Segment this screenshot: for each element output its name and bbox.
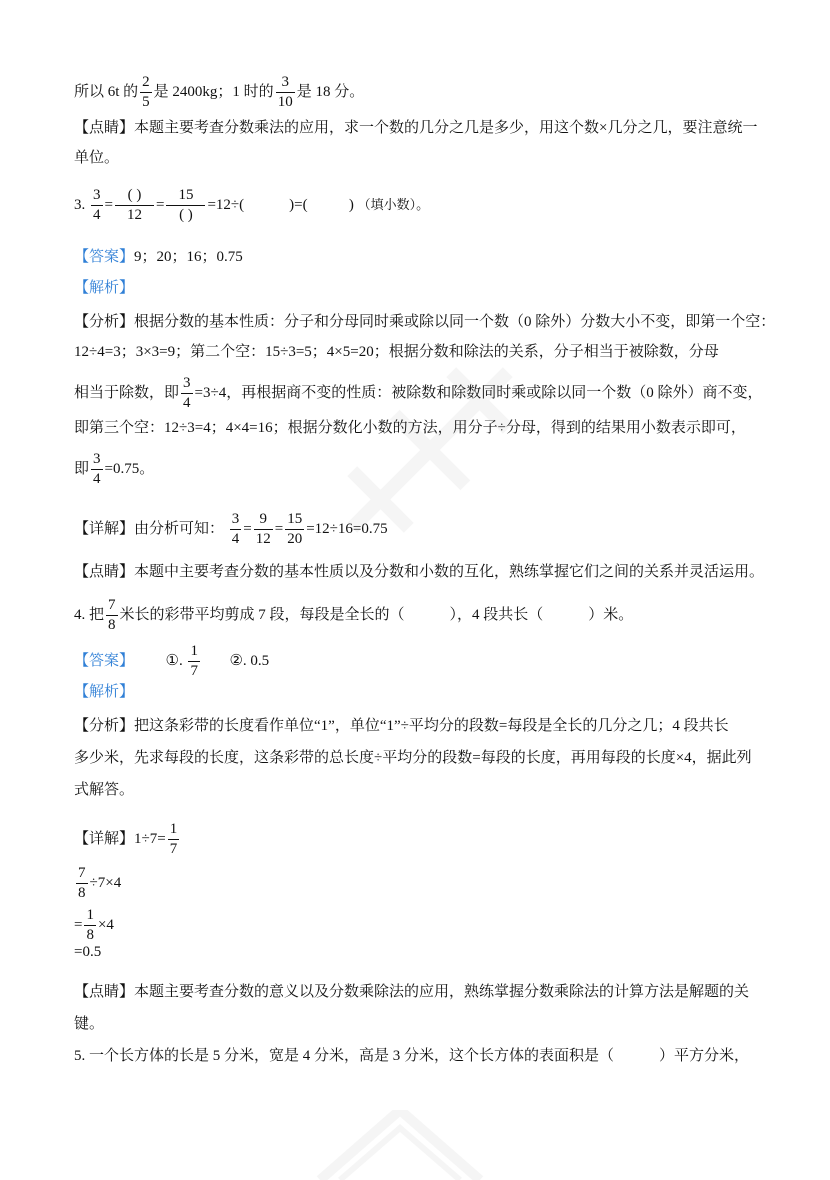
answer-text: 9；20；16；0.75 — [134, 249, 243, 265]
answer-line — [74, 644, 269, 679]
xiangjie-line-2 — [74, 866, 121, 901]
fenxi-tag: 【分析】 — [74, 314, 135, 330]
blank-expression: =12÷( )=( ) — [207, 196, 354, 213]
fenxi-line-5 — [74, 452, 154, 487]
text: 所以 6t 的 — [74, 83, 139, 100]
text: 根据分数的基本性质：分子和分母同时乘或除以同一个数（0 除外）分数大小不变，即第一个空： — [134, 314, 776, 330]
watermark-triangle-icon — [300, 1110, 500, 1180]
dianjing-line-2 — [74, 148, 119, 168]
dianjing-tag: 【点睛】 — [74, 984, 135, 1000]
fraction: $\frac{3}{10}$ — [277, 74, 293, 110]
dianjing-line — [74, 118, 757, 138]
question-3: 3. $\frac{3}{4}$ = $\frac{( )}{12}$ = $\frac{15}{( )}$ =12÷( )=( ) （填小数）。 — [74, 187, 430, 223]
text: 把这条彩带的长度看作单位“1”，单位“1”÷平均分的段数=每段是全长的几分之几；4 段共长 — [134, 718, 729, 734]
text: 由分析可知： — [134, 520, 225, 537]
text: 本题中主要考查分数的基本性质以及分数和小数的互化，熟练掌握它们之间的关系并灵活运用。 — [134, 564, 765, 580]
text: 是 18 分。 — [296, 83, 365, 100]
fraction: $\frac{7}{8}$ — [108, 597, 116, 633]
text: =0.5 — [74, 944, 102, 960]
question-5 — [74, 1046, 749, 1066]
text: 键。 — [74, 1016, 105, 1032]
text: 相当于除数，即 — [74, 384, 180, 401]
fraction: $\frac{1}{8}$ — [86, 907, 94, 943]
fraction: $\frac{3}{4}$ — [93, 187, 101, 223]
text: 是 2400kg；1 时的 — [153, 83, 274, 100]
fenxi-line-3 — [74, 780, 134, 800]
text: ÷7×4 — [89, 874, 122, 891]
fraction-blank: $\frac{15}{( )}$ — [166, 188, 205, 223]
answer-1-label: ①. — [165, 652, 183, 669]
fenxi-line-3 — [74, 376, 762, 411]
analysis-line — [74, 278, 134, 298]
xiangjie-line-1 — [74, 822, 181, 857]
question-number: 3. — [74, 196, 86, 213]
question-number: 4. — [74, 606, 86, 623]
fenxi-line-4 — [74, 418, 746, 438]
answer-2: ②. 0.5 — [229, 652, 270, 669]
text: 12÷4=3；3×3=9；第二个空：15÷3=5；4×5=20；根据分数和除法的关系，分子相当于被除数，分母 — [74, 344, 719, 360]
text: =12÷16=0.75 — [306, 520, 388, 537]
answer-tag: 【答案】 — [74, 249, 135, 265]
xiangjie-line: 【详解】由分析可知： $\frac{3}{4}$ = $\frac{9}{12}$ = $\frac{15}{20}$ =12÷16=0.75 — [74, 511, 388, 547]
fraction: $\frac{9}{12}$ — [255, 511, 271, 547]
question-text: 5. 一个长方体的长是 5 分米，宽是 4 分米，高是 3 分米，这个长方体的表面积是（ ）平方分米， — [74, 1048, 750, 1064]
dianjing-line — [74, 562, 764, 582]
fraction: $\frac{1}{7}$ — [169, 821, 178, 857]
analysis-tag: 【解析】 — [74, 684, 135, 700]
fenxi-line-1 — [74, 312, 775, 332]
dianjing-line — [74, 982, 749, 1002]
hint: （填小数）。 — [357, 196, 430, 212]
xiangjie-tag: 【详解】 — [74, 830, 135, 847]
text: =3÷4，再根据商不变的性质：被除数和除数同时乘或除以同一个数（0 除外）商不变， — [194, 384, 763, 401]
xiangjie-line-3 — [74, 908, 114, 943]
analysis-line — [74, 682, 134, 702]
text: = — [74, 916, 83, 933]
text: 式解答。 — [74, 782, 135, 798]
text: 即第三个空：12÷3=4；4×4=16；根据分数化小数的方法，用分子÷分母，得到的结果用小数表示即可， — [74, 420, 746, 436]
fraction: $\frac{3}{4}$ — [231, 511, 240, 547]
dianjing-text: 单位。 — [74, 150, 120, 166]
fraction: $\frac{3}{4}$ — [93, 451, 101, 487]
answer-line — [74, 247, 243, 267]
text: 把 — [89, 606, 105, 623]
text: 本题主要考查分数的意义以及分数乘除法的应用，熟练掌握分数乘除法的计算方法是解题的关 — [134, 984, 750, 1000]
fenxi-line-2 — [74, 342, 719, 362]
dianjing-tag: 【点睛】 — [74, 564, 135, 580]
xiangjie-line-4 — [74, 942, 101, 962]
fraction: $\frac{1}{7}$ — [190, 643, 198, 679]
analysis-tag: 【解析】 — [74, 280, 135, 296]
dianjing-tag: 【点睛】 — [74, 120, 135, 136]
answer-tag: 【答案】 — [74, 652, 135, 669]
fraction: $\frac{3}{4}$ — [183, 375, 191, 411]
question-4 — [74, 598, 633, 633]
fenxi-line-2 — [74, 748, 752, 768]
fraction: $\frac{2}{5}$ — [142, 74, 150, 110]
xiangjie-tag: 【详解】 — [74, 520, 135, 537]
dianjing-text: 本题主要考查分数乘法的应用，求一个数的几分之几是多少，用这个数×几分之几，要注意统一 — [134, 120, 758, 136]
fenxi-line-1 — [74, 716, 729, 736]
fraction: $\frac{7}{8}$ — [78, 865, 86, 901]
fenxi-tag: 【分析】 — [74, 718, 135, 734]
text: 多少米，先求每段的长度，这条彩带的总长度÷平均分的段数=每段的长度，再用每段的长度×4，据此列 — [74, 750, 752, 766]
fraction: $\frac{15}{20}$ — [287, 511, 303, 547]
fraction-blank: $\frac{( )}{12}$ — [115, 188, 154, 223]
dianjing-line-2 — [74, 1014, 104, 1034]
text: 1÷7= — [134, 830, 166, 847]
text: 米长的彩带平均剪成 7 段，每段是全长的（ ），4 段共长（ ）米。 — [119, 606, 634, 623]
text: 即 — [74, 460, 90, 477]
text: ×4 — [97, 916, 114, 933]
text: =0.75。 — [104, 460, 155, 477]
result-line — [74, 75, 364, 110]
